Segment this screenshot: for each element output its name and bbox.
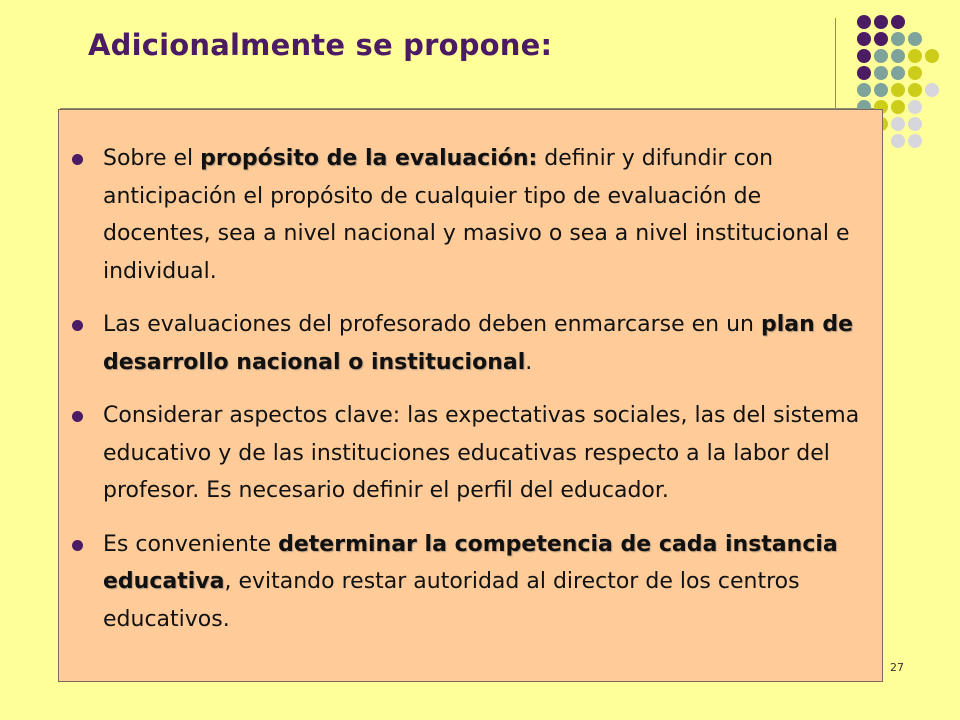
dot-purple	[857, 66, 871, 80]
bullet-emphasis: determinar la competencia de cada instancia educativa	[103, 531, 838, 594]
dot-purple	[874, 15, 888, 29]
dot-gray	[925, 83, 939, 97]
bullet-dot-icon	[72, 540, 83, 551]
dot-teal	[874, 83, 888, 97]
dot-lime	[925, 49, 939, 63]
slide-title: Adicionalmente se propone:	[88, 28, 553, 62]
dot-purple	[857, 32, 871, 46]
dot-gray	[891, 117, 905, 131]
dot-lime	[908, 66, 922, 80]
dot-lime	[891, 100, 905, 114]
dot-purple	[891, 15, 905, 29]
bullet-dot-icon	[72, 154, 83, 165]
dot-gray	[908, 100, 922, 114]
bullet-dot-icon	[72, 411, 83, 422]
dot-purple	[874, 32, 888, 46]
dot-teal	[891, 66, 905, 80]
dot-teal	[874, 66, 888, 80]
dot-gray	[908, 134, 922, 148]
bullet-text	[103, 140, 863, 290]
bullet-post: definir y difundir con anticipación el propósito de cualquier tipo de evaluación de docentes, sea a nivel nacional y masivo o sea a nivel institucional e individual.	[103, 146, 850, 284]
bullet-text	[103, 306, 863, 381]
page-number: 27	[890, 661, 904, 674]
bullet-post: .	[525, 349, 533, 375]
bullet-pre: Las evaluaciones del profesorado deben enmarcarse en un	[103, 312, 761, 337]
dot-teal	[891, 32, 905, 46]
bullet-list	[103, 140, 863, 654]
dot-teal	[857, 83, 871, 97]
bullet-text: Considerar aspectos clave: las expectativas sociales, las del sistema educativo y de las instituciones educativas respecto a la labor del profesor. Es necesario definir el perfil del educador.	[103, 403, 860, 503]
dot-purple	[857, 49, 871, 63]
dot-teal	[891, 49, 905, 63]
dot-gray	[908, 117, 922, 131]
bullet-item	[103, 306, 863, 381]
dot-lime	[891, 83, 905, 97]
bullet-emphasis: plan de desarrollo nacional o institucional	[103, 312, 854, 375]
dot-teal	[908, 32, 922, 46]
bullet-pre: Sobre el	[103, 146, 201, 171]
bullet-item	[103, 526, 863, 639]
bullet-text	[103, 526, 863, 639]
dot-lime	[908, 83, 922, 97]
content-box	[58, 109, 883, 682]
bullet-item	[103, 140, 863, 290]
dot-lime	[908, 49, 922, 63]
bullet-item	[103, 397, 863, 510]
bullet-post: , evitando restar autoridad al director de los centros educativos.	[103, 569, 800, 632]
dot-gray	[891, 134, 905, 148]
bullet-dot-icon	[72, 320, 83, 331]
dot-teal	[874, 49, 888, 63]
bullet-pre: Es conveniente	[103, 531, 279, 557]
dot-purple	[857, 15, 871, 29]
bullet-emphasis: propósito de la evaluación:	[200, 146, 538, 171]
